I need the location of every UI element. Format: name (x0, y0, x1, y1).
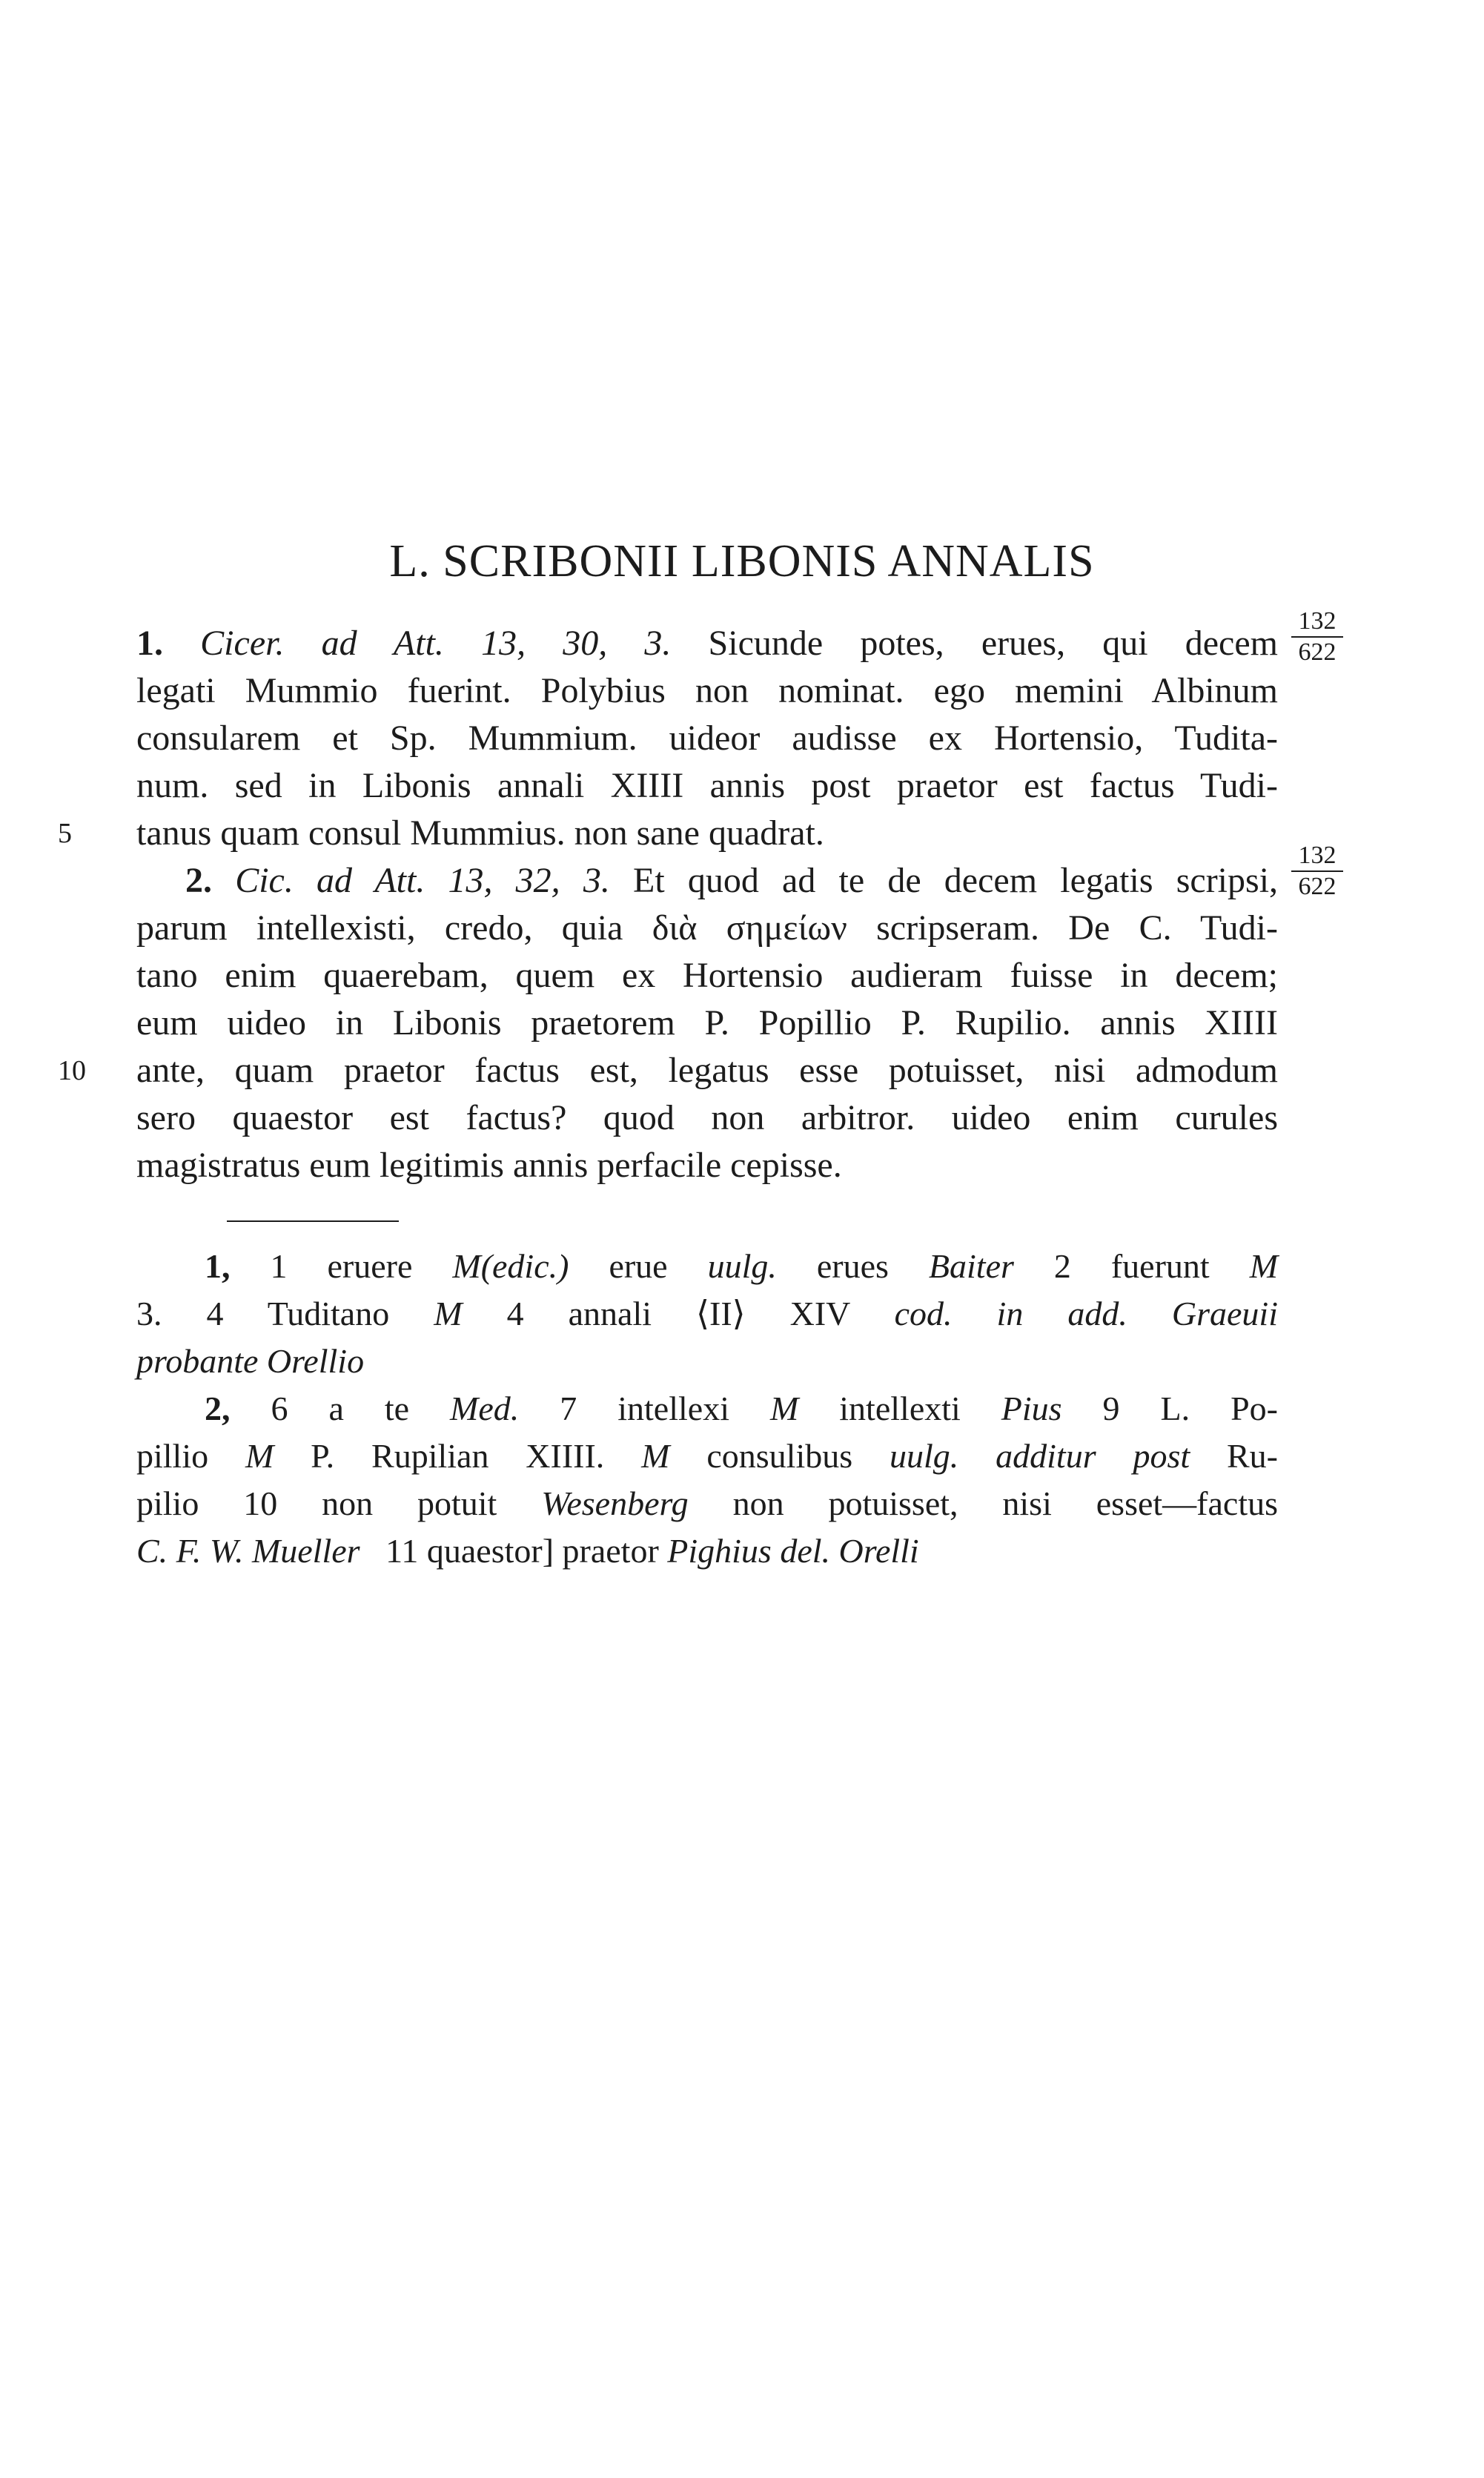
apparatus-text: Ru- (1190, 1437, 1278, 1475)
apparatus-text: 2 fuerunt (1013, 1247, 1250, 1285)
apparatus-italic: M (641, 1437, 670, 1475)
apparatus-italic: C. F. W. Mueller (136, 1532, 360, 1570)
fragment-2-line-7: magistratus eum legitimis annis perfacile cepisse. (136, 1146, 842, 1185)
apparatus-1-line-1 (205, 1243, 1278, 1290)
apparatus-italic: Baiter (928, 1247, 1014, 1285)
apparatus-2-line-3 (136, 1480, 1278, 1527)
apparatus-2-line-2 (136, 1433, 1278, 1480)
fragment-1-line-5: tanus quam consul Mummius. non sane quadrat. (136, 813, 824, 853)
fragment-source: Cicer. ad Att. 13, 30, 3. (200, 624, 672, 663)
apparatus-text: P. Rupilian XIIII. (274, 1437, 642, 1475)
margin-ref-2 (1291, 841, 1343, 902)
margin-ref-bottom: 622 (1291, 636, 1343, 667)
apparatus-italic: M (769, 1390, 799, 1427)
apparatus-text: erues (776, 1247, 929, 1285)
apparatus-text: 6 a te (230, 1390, 451, 1427)
fragment-2-line-3: tano enim quaerebam, quem ex Hortensio audieram fuisse in decem; (136, 956, 1278, 995)
fragment-1-line-3: consularem et Sp. Mummium. uideor audisse ex Hortensio, Tudita- (136, 718, 1278, 758)
margin-ref-1 (1291, 607, 1343, 667)
fragment-2-line-5: ante, quam praetor factus est, legatus esse potuisset, nisi admodum (136, 1051, 1278, 1090)
fragment-number: 2. (185, 861, 212, 900)
apparatus-text: 9 L. Po- (1061, 1390, 1279, 1427)
apparatus-italic: M (1249, 1247, 1279, 1285)
margin-ref-bottom: 622 (1291, 870, 1343, 902)
apparatus-text: consulibus (669, 1437, 890, 1475)
fragment-2-line-1 (136, 857, 1278, 905)
fragment-source: Cic. ad Att. 13, 32, 3. (235, 861, 610, 900)
apparatus-italic: Pius (1001, 1390, 1062, 1427)
apparatus-text: 7 intellexi (519, 1390, 770, 1427)
line-number-10: 10 (58, 1055, 86, 1086)
apparatus-number: 2, (205, 1390, 231, 1427)
apparatus-italic: uulg. additur post (890, 1437, 1190, 1475)
apparatus-text: pillio (136, 1437, 245, 1475)
apparatus-1-line-2 (136, 1290, 1278, 1338)
apparatus-italic: M (245, 1437, 274, 1475)
page-title: L. SCRIBONII LIBONIS ANNALIS (389, 536, 1095, 587)
apparatus-italic: cod. in add. Graeuii (894, 1295, 1278, 1332)
apparatus-number: 1, (205, 1247, 231, 1285)
apparatus-italic: Pighius del. Orelli (667, 1532, 919, 1570)
apparatus-text: erue (569, 1247, 708, 1285)
fragment-2-line-4: eum uideo in Libonis praetorem P. Popillio P. Rupilio. annis XIIII (136, 1003, 1278, 1043)
apparatus-italic: probante Orellio (136, 1342, 365, 1380)
apparatus-text: 11 quaestor] praetor (360, 1532, 668, 1570)
apparatus-text: 3. 4 Tuditano (136, 1295, 434, 1332)
apparatus-2-line-4 (136, 1527, 1278, 1575)
fragment-2-line-2: parum intellexisti, credo, quia διὰ σημείων scripseram. De C. Tudi- (136, 908, 1278, 948)
line-number-5: 5 (58, 818, 72, 849)
fragment-1-line-1 (136, 620, 1278, 667)
apparatus-1-line-3 (136, 1338, 1278, 1385)
apparatus-text: non potuisset, nisi esset—factus (688, 1484, 1278, 1522)
apparatus-italic: M (434, 1295, 463, 1332)
margin-ref-top: 132 (1298, 607, 1336, 635)
fragment-1-line-4: num. sed in Libonis annali XIIII annis post praetor est factus Tudi- (136, 766, 1278, 805)
margin-ref-top: 132 (1298, 842, 1336, 869)
apparatus-text: pilio 10 non potuit (136, 1484, 542, 1522)
apparatus-italic: Med. (450, 1390, 520, 1427)
fragment-1-line-2: legati Mummio fuerint. Polybius non nominat. ego memini Albinum (136, 671, 1278, 710)
apparatus-italic: uulg. (707, 1247, 777, 1285)
apparatus-2-line-1 (205, 1385, 1278, 1433)
apparatus-italic: M(edic.) (452, 1247, 569, 1285)
fragment-number: 1. (136, 624, 163, 663)
apparatus-divider (227, 1220, 399, 1222)
text-line: Sicunde potes, erues, qui decem (708, 624, 1278, 663)
fragment-2-line-6: sero quaestor est factus? quod non arbitror. uideo enim curules (136, 1098, 1278, 1137)
apparatus-text: intellexti (798, 1390, 1001, 1427)
text-line: Et quod ad te de decem legatis scripsi, (633, 861, 1279, 900)
apparatus-italic: Wesenberg (541, 1484, 689, 1522)
apparatus-text: 1 eruere (270, 1247, 453, 1285)
apparatus-text: 4 annali ⟨II⟩ XIV (462, 1295, 895, 1332)
